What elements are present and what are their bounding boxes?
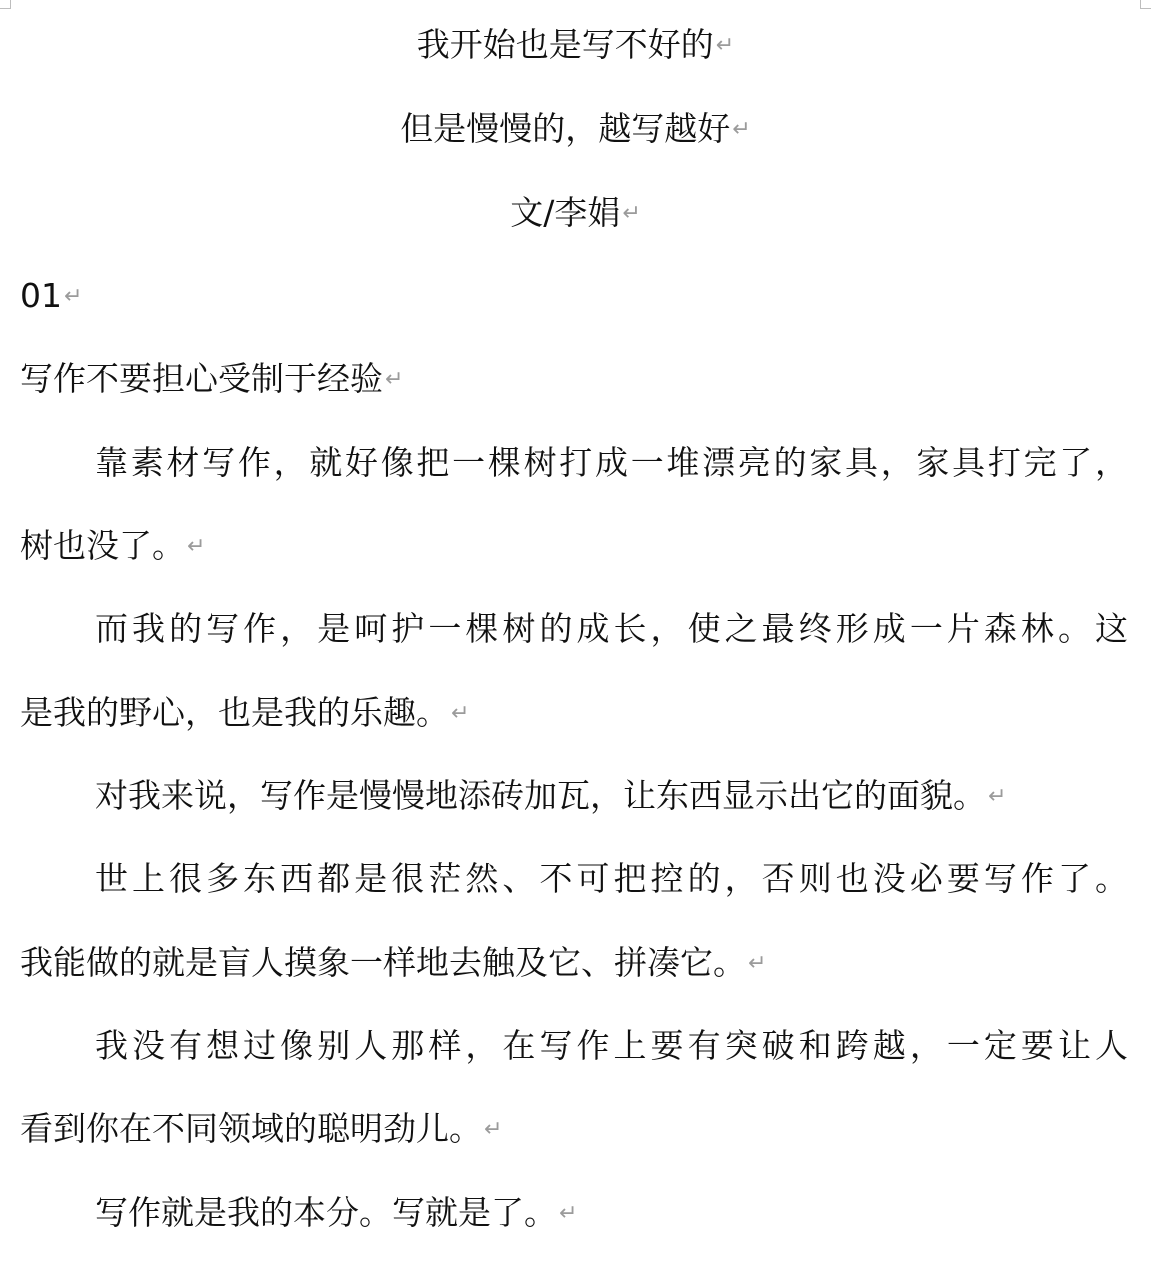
section-heading-line <box>20 359 403 399</box>
section-number-line <box>20 276 82 316</box>
paragraph-5-line-2 <box>20 1109 502 1149</box>
section-heading: 写作不要担心受制于经验 <box>20 359 383 398</box>
page-corner-mark-right <box>1140 0 1151 9</box>
paragraph-1-line-1: 靠素材写作，就好像把一棵树打成一堆漂亮的家具，家具打完了， <box>95 443 1128 482</box>
author-text: 文/李娟 <box>510 193 621 232</box>
paragraph-3-line-1 <box>95 776 1006 816</box>
paragraph-mark-icon: ↵ <box>988 784 1007 809</box>
paragraph-mark-icon: ↵ <box>385 367 404 392</box>
paragraph-5-line-2-text: 看到你在不同领域的聪明劲儿。 <box>20 1109 482 1148</box>
paragraph-3-line-1-text: 对我来说，写作是慢慢地添砖加瓦，让东西显示出它的面貌。 <box>95 776 986 815</box>
paragraph-2-line-2 <box>20 693 469 733</box>
paragraph-2-line-1: 而我的写作，是呵护一棵树的成长，使之最终形成一片森林。这 <box>95 609 1128 648</box>
paragraph-mark-icon: ↵ <box>187 534 206 559</box>
paragraph-mark-icon: ↵ <box>451 701 470 726</box>
paragraph-6-line-1 <box>95 1193 577 1233</box>
paragraph-4-line-2-text: 我能做的就是盲人摸象一样地去触及它、拼凑它。 <box>20 943 746 982</box>
paragraph-6-line-1-text: 写作就是我的本分。写就是了。 <box>95 1193 557 1232</box>
paragraph-1-line-2-text: 树也没了。 <box>20 526 185 565</box>
title-line-2 <box>0 109 1151 149</box>
paragraph-2-line-2-text: 是我的野心，也是我的乐趣。 <box>20 693 449 732</box>
title-line-1-text: 我开始也是写不好的 <box>416 25 714 64</box>
paragraph-mark-icon: ↵ <box>559 1201 578 1226</box>
section-number: 01 <box>20 276 62 315</box>
paragraph-1-line-2 <box>20 526 205 566</box>
page-corner-mark-left <box>0 0 11 9</box>
title-line-2-text: 但是慢慢的，越写越好 <box>400 109 731 148</box>
paragraph-4-line-2 <box>20 943 766 983</box>
paragraph-4-line-1: 世上很多东西都是很茫然、不可把控的，否则也没必要写作了。 <box>95 859 1128 898</box>
paragraph-5-line-1: 我没有想过像别人那样，在写作上要有突破和跨越，一定要让人 <box>95 1026 1128 1065</box>
paragraph-mark-icon: ↵ <box>64 284 83 309</box>
paragraph-mark-icon: ↵ <box>732 117 751 142</box>
paragraph-mark-icon: ↵ <box>622 201 641 226</box>
paragraph-mark-icon: ↵ <box>715 33 735 58</box>
title-line-1 <box>0 25 1151 65</box>
paragraph-mark-icon: ↵ <box>484 1117 503 1142</box>
paragraph-mark-icon: ↵ <box>748 951 767 976</box>
author-line <box>0 193 1151 233</box>
